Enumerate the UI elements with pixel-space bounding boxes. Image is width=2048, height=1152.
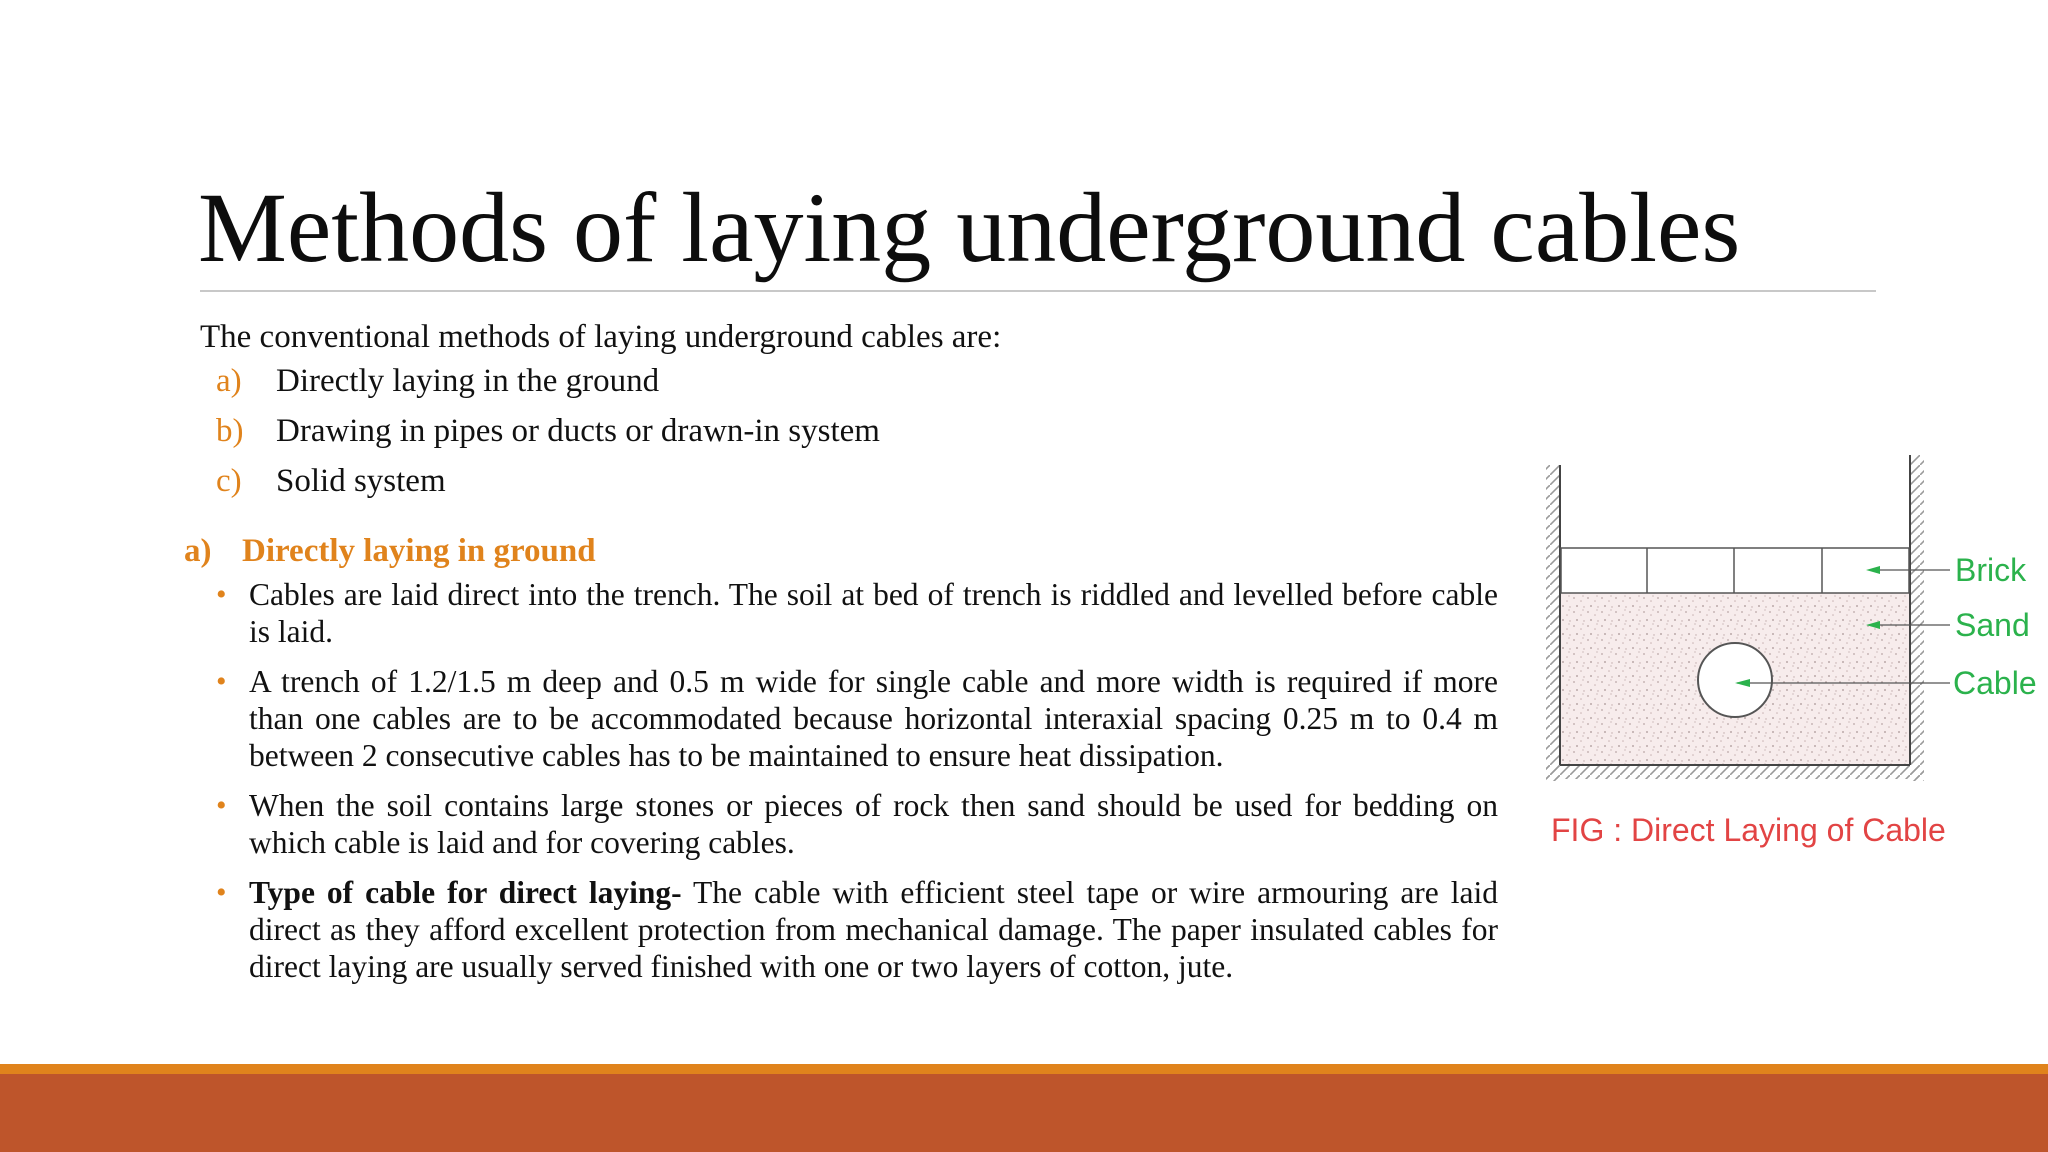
- bullet-text: When the soil contains large stones or pieces of rock then sand should be used for bedding on which cable is laid and for covering cables.: [249, 788, 1498, 860]
- sand-label: Sand: [1955, 607, 2030, 643]
- bullet-icon: •: [216, 665, 227, 698]
- method-letter: a): [216, 363, 242, 399]
- footer-bar: [0, 1074, 2048, 1152]
- method-letter: b): [216, 413, 244, 449]
- cable-label: Cable: [1953, 665, 2037, 701]
- bullet-text: Cables are laid direct into the trench. The soil at bed of trench is riddled and levelled before cable is laid.: [249, 577, 1498, 649]
- bullet-bold-lead: Type of cable for direct laying-: [249, 875, 682, 910]
- trench-right-hatch: [1910, 455, 1924, 781]
- bullet-icon: •: [216, 789, 227, 822]
- title-divider: [200, 290, 1876, 292]
- bullet-icon: •: [216, 578, 227, 611]
- method-text: Solid system: [276, 463, 446, 499]
- figure-caption: FIG : Direct Laying of Cable: [1551, 812, 1946, 848]
- bullet-icon: •: [216, 876, 227, 909]
- section-title: Directly laying in ground: [242, 533, 596, 569]
- method-text: Drawing in pipes or ducts or drawn-in system: [276, 413, 880, 449]
- brick-layer: [1561, 548, 1909, 593]
- method-text: Directly laying in the ground: [276, 363, 660, 399]
- direct-laying-diagram: [1530, 455, 2048, 795]
- intro-text: The conventional methods of laying underground cables are:: [200, 319, 1002, 355]
- bullet-item: [216, 663, 1498, 774]
- trench-left-hatch: [1546, 465, 1560, 781]
- footer-accent-bar: [0, 1064, 2048, 1074]
- bullet-item: [216, 874, 1498, 985]
- trench-bottom-hatch: [1546, 765, 1924, 779]
- section-letter: a): [184, 533, 212, 569]
- brick-label: Brick: [1955, 552, 2027, 588]
- method-letter: c): [216, 463, 242, 499]
- section-heading: [184, 530, 596, 572]
- bullet-item: [216, 576, 1498, 650]
- bullet-list: [216, 576, 1498, 998]
- slide-title: Methods of laying underground cables: [198, 172, 1741, 283]
- bullet-text: A trench of 1.2/1.5 m deep and 0.5 m wide for single cable and more width is required if more than one cables are to be accommodated because horizontal interaxial spacing 0.25 m to 0.4 m between 2 consecutive cables has to be maintained to ensure heat dissipation.: [249, 664, 1498, 773]
- bullet-item: [216, 787, 1498, 861]
- cable-circle: [1698, 643, 1772, 717]
- bullet-text: The cable with efficient steel tape or wire armouring are laid direct as they afford excellent protection from mechanical damage. The paper insulated cables for direct laying are usually served finished with one or two layers of cotton, jute.: [249, 875, 1498, 984]
